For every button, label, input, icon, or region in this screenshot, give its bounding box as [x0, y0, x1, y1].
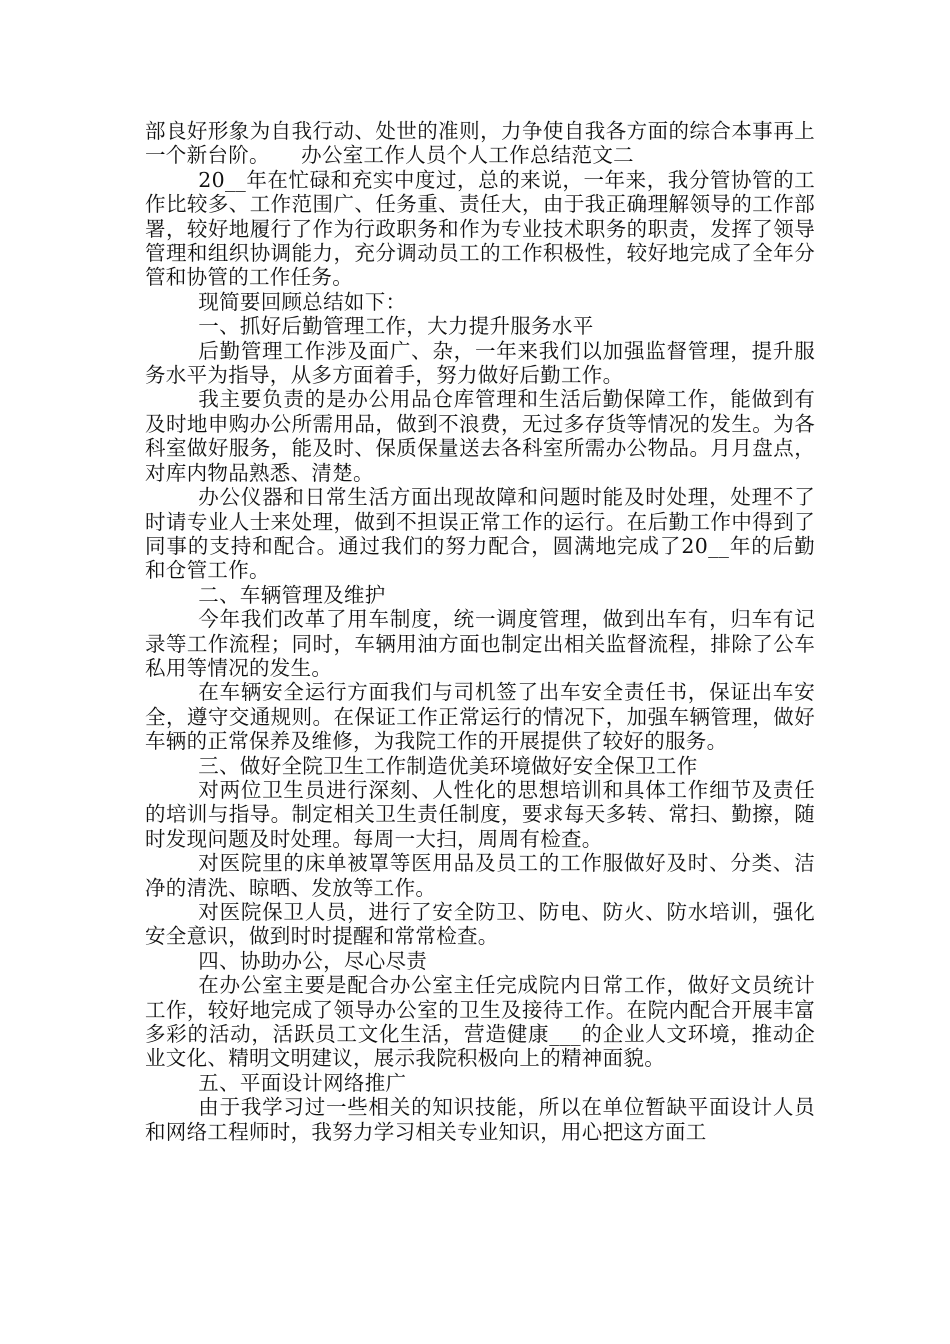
- section-heading: 五、平面设计网络推广: [198, 1070, 407, 1095]
- paragraph: 20__年在忙碌和充实中度过，总的来说，一年来，我分管协管的工作比较多、工作范围广、任务重、责任大，由于我正确理解领导的工作部署，较好地履行了作为行政职务和作为专业技术职务的职责，发挥了领导管理和组织协调能力，充分调动员工的工作积极性，较好地完成了全年分管和协管的工作任务。: [145, 167, 815, 290]
- document-body: [145, 119, 815, 1144]
- paragraph: 现简要回顾总结如下：: [198, 289, 407, 314]
- section-heading: 四、协助办公，尽心尽责: [198, 948, 428, 973]
- paragraph: 对两位卫生员进行深刻、人性化的思想培训和具体工作细节及责任的培训与指导。制定相关卫生责任制度，要求每天多转、常扫、勤擦，随时发现问题及时处理。每周一大扫，周周有检查。: [145, 777, 815, 851]
- paragraph: 在车辆安全运行方面我们与司机签了出车安全责任书，保证出车安全，遵守交通规则。在保证工作正常运行的情况下，加强车辆管理，做好车辆的正常保养及维修，为我院工作的开展提供了较好的服务。: [145, 680, 815, 754]
- paragraph: 在办公室主要是配合办公室主任完成院内日常工作，做好文员统计工作，较好地完成了领导办公室的卫生及接待工作。在院内配合开展丰富多彩的活动，活跃员工文化生活，营造健康___的企业人文环境，推动企业文化、精明文明建议，展示我院积极向上的精神面貌。: [145, 973, 815, 1071]
- section-heading: 一、抓好后勤管理工作，大力提升服务水平: [198, 314, 594, 339]
- paragraph: 后勤管理工作涉及面广、杂，一年来我们以加强监督管理，提升服务水平为指导，从多方面着手，努力做好后勤工作。: [145, 338, 815, 388]
- paragraph: 由于我学习过一些相关的知识技能，所以在单位暂缺平面设计人员和网络工程师时，我努力学习相关专业知识，用心把这方面工: [145, 1095, 815, 1144]
- paragraph: 办公仪器和日常生活方面出现故障和问题时能及时处理，处理不了时请专业人士来处理，做到不担误正常工作的运行。在后勤工作中得到了同事的支持和配合。通过我们的努力配合，圆满地完成了20__年的后勤和仓管工作。: [145, 485, 815, 583]
- section-heading: 二、车辆管理及维护: [198, 582, 386, 607]
- paragraph: 对医院保卫人员，进行了安全防卫、防电、防火、防水培训，强化安全意识，做到时时提醒和常常检查。: [145, 900, 815, 949]
- paragraph: 我主要负责的是办公用品仓库管理和生活后勤保障工作，能做到有及时地申购办公所需用品，做到不浪费，无过多存货等情况的发生。为各科室做好服务，能及时、保质保量送去各科室所需办公物品。月月盘点，对库内物品熟悉、清楚。: [145, 387, 815, 485]
- section-heading: 三、做好全院卫生工作制造优美环境做好安全保卫工作: [198, 753, 698, 778]
- paragraph: 部良好形象为自我行动、处世的准则，力争使自我各方面的综合本事再上一个新台阶。 办公室工作人员个人工作总结范文二: [145, 119, 815, 168]
- paragraph: 对医院里的床单被罩等医用品及员工的工作服做好及时、分类、洁净的清洗、晾晒、发放等工作。: [145, 851, 815, 900]
- paragraph: 今年我们改革了用车制度，统一调度管理，做到出车有，归车有记录等工作流程；同时，车辆用油方面也制定出相关监督流程，排除了公车私用等情况的发生。: [145, 607, 815, 680]
